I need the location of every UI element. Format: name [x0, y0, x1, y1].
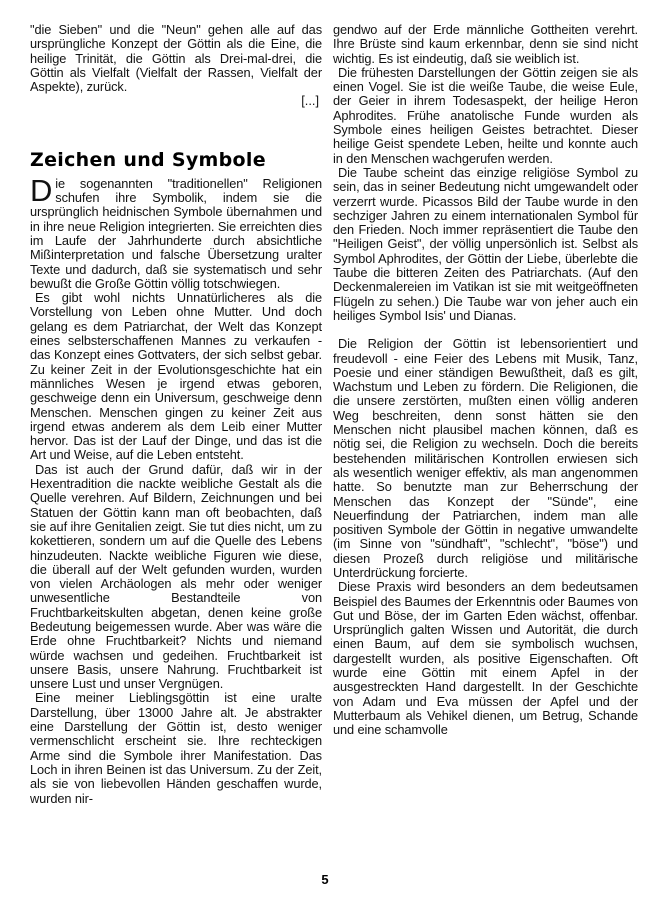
paragraph: gendwo auf der Erde männliche Gottheiten verehrt. Ihre Brüste sind kaum erkennbar, denn sie sind nicht wichtig. Es ist eindeutig, daß sie weiblich ist.	[333, 22, 638, 66]
dropcap-paragraph: Die sogenannten "traditionellen" Religionen schufen ihre Symbolik, indem sie die ursprünglich heidnischen Symbole übernahmen und in ihre neue Religion integrierten. Sie erreichten dies im Laufe der Jahrhunderte durch absichtliche Mißinterpretation und falsche Übersetzung uralter Texte und dadurch, daß sie systematisch und sehr bewußt die Große Göttin völlig totschwiegen.	[30, 172, 322, 291]
right-column	[333, 23, 638, 738]
paragraph: Diese Praxis wird besonders an dem bedeutsamen Beispiel des Baumes der Erkenntnis oder Baumes von Gut und Böse, der im Garten Eden wächst, offenbar. Ursprünglich galten Wissen und Autorität, die durch einen Baum, auf dem sie symbolisch wuchsen, dargestellt wurden, als positive Eigenschaften. Oft wurde eine Göttin mit einem Apfel in der ausgestreckten Hand dargestellt. In der Geschichte von Adam und Eva müssen der Apfel und der Mutterbaum als Vehikel dienen, um Betrug, Schande und eine schamvolle	[333, 579, 638, 738]
drop-cap: D	[30, 172, 53, 208]
paragraph: Die frühesten Darstellungen der Göttin zeigen sie als einen Vogel. Sie ist die weiße Taube, die weise Eule, der Geier in ihrem Todesaspekt, der heilige Heron Aphrodites. Frühe anatolische Funde wurden als Symbole eines heiligen Geistes betrachtet. Dieser heilige Geist spendete Leben, heilte und konnte auch in den Menschen wachgerufen werden.	[333, 64, 638, 166]
omission-marker: [...]	[301, 93, 319, 109]
left-column	[30, 23, 322, 806]
paragraph: Die Taube scheint das einzige religiöse Symbol zu sein, das in seiner Bedeutung nicht umgewandelt oder verzerrt wurde. Picassos Bild der Taube wurde in den sechziger Jahren zu einem internationalen Symbol für den Frieden. Noch immer repräsentiert die Taube den "Heiligen Geist", der völlig unpersönlich ist. Selbst als Symbol Aphrodites, der Göttin der Liebe, überlebte die Taube die bitteren Zeiten des Patriarchats. (Auf den Deckenmalereien im Vatikan ist sie mit weitgeöffneten Flügeln zu sehen.) Die Taube war von jeher auch ein heiliges Symbol Isis' und Dianas.	[333, 164, 638, 323]
paragraph: Das ist auch der Grund dafür, daß wir in der Hexentradition die nackte weibliche Gestalt als die Quelle verehren. Auf Bildern, Zeichnungen und bei Statuen der Göttin kann man oft beobachten, daß sie auf ihre Genitalien zeigt. Sie tut dies nicht, um zu kokettieren, sondern um auf die Quelle des Lebens hinzudeuten. Nackte weibliche Figuren wie diese, die überall auf der Welt gefunden wurden, wurden von vielen Archäologen als mehr oder weniger unwesentliche Bestandteile von Fruchtbarkeitskulten abgetan, denen keine große Bedeutung beigemessen wurde. Aber was wäre die Erde ohne Fruchtbarkeit? Nichts und niemand würde wachsen und gedeihen. Fruchtbarkeit ist unsere Basis, unsere Nahrung. Fruchtbarkeit ist unsere Lust und unser Vergnügen.	[30, 461, 322, 692]
paragraph-spacer	[333, 323, 638, 337]
page-number: 5	[321, 872, 329, 887]
paragraph: Eine meiner Lieblingsgöttin ist eine uralte Darstellung, über 13000 Jahre alt. Je abstrakter eine Darstellung der Göttin ist, desto weniger vermenschlicht erscheint sie. Ihre rechteckigen Arme sind die Symbole ihrer Manifestation. Das Loch in ihren Beinen ist das Universum. Zu der Zeit, als sie von liebevollen Händen geschaffen wurde, wurden nir-	[30, 690, 322, 806]
paragraph: Die Religion der Göttin ist lebensorientiert und freudevoll - eine Feier des Lebens mit Musik, Tanz, Poesie und einer ständigen Bewußtheit, daß es gilt, Wachstum und Leben zu fördern. Die Religionen, die die unsere zerstörten, mußten einen völlig anderen Weg beschreiten, denn sonst hätten sie den Menschen nicht plausibel machen können, daß es nötig sei, die Religion zu wechseln. Doch die bereits bestehenden militärischen Kontrollen erwiesen sich als wesentlich weniger effektiv, als man angenommen hatte. So benutzte man zur Beherrschung der Menschen das Konzept der "Sünde", eine Neuerfindung der Patriarchen, indem man alle positiven Symbole der Göttin in negative umwandelte (im Sinne von "sündhaft", "schlecht", "böse") und diesen Prozeß durch religiöse und militärische Unterdrückung forcierte.	[333, 336, 638, 580]
section-heading: Zeichen und Symbole	[30, 148, 266, 171]
paragraph: "die Sieben" und die "Neun" gehen alle auf das ursprüngliche Konzept der Göttin als die Eine, die heilige Trinität, die Göttin als Drei-mal-drei, die Göttin als Vielfalt (Vielfalt der Rassen, Vielfalt der Aspekte), zurück.	[30, 22, 322, 95]
paragraph: Es gibt wohl nichts Unnatürlicheres als die Vorstellung von Leben ohne Mutter. Und doch gelang es dem Patriarchat, der Welt das Konzept eines selbsterschaffenen Mannes zu verkaufen - das Konzept eines Gottvaters, der sich selbst gebar. Zu keiner Zeit in der Evolutionsgeschichte hat ein männliches Wesen je irgend etwas geboren, geschweige denn ein Universum, geschweige denn Menschen. Menschen gingen zu keiner Zeit aus irgend etwas anderem als dem Leib einer Mutter hervor. Das ist der Lauf der Dinge, und das ist die Art und Weise, auf die Leben entsteht.	[30, 290, 322, 463]
